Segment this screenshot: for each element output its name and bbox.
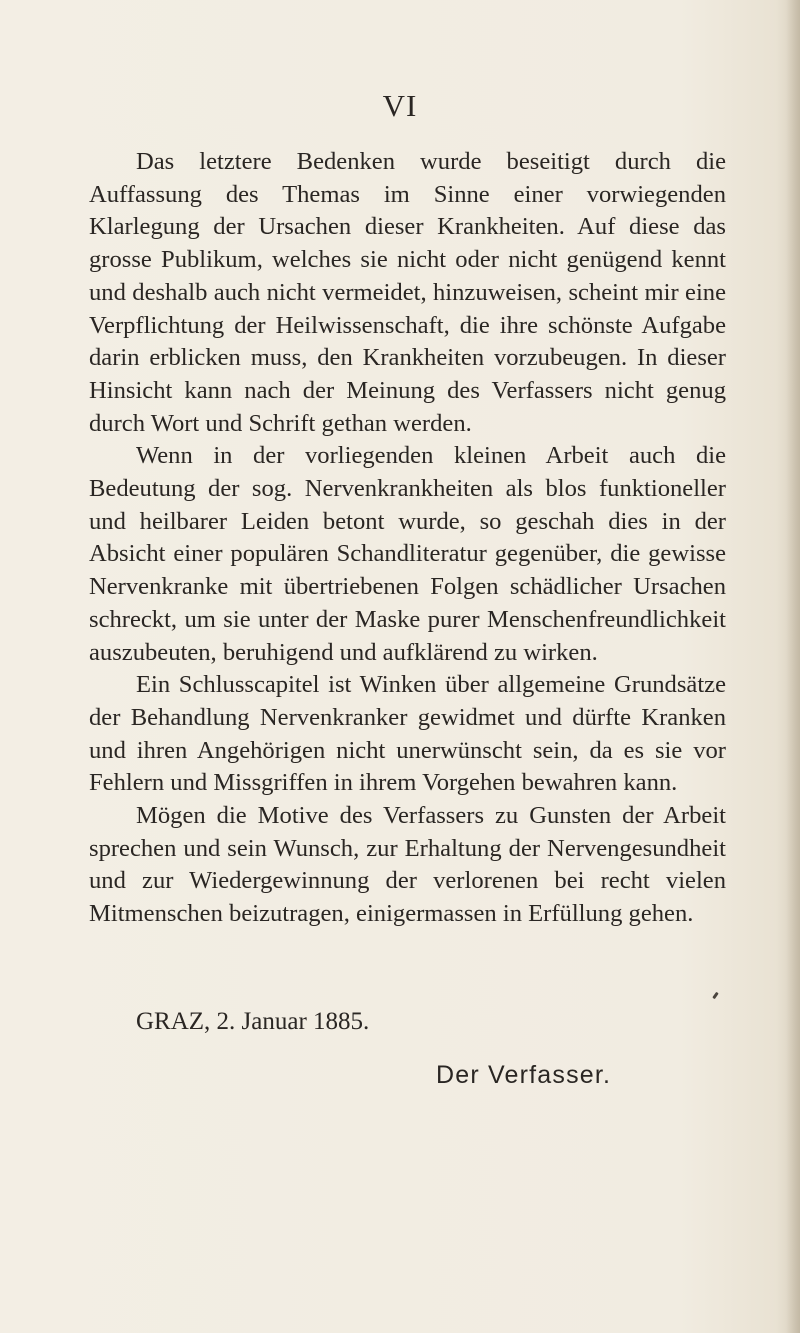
paragraph: Ein Schlusscapitel ist Winken über allgemeine Grundsätze der Behandlung Nervenkranker gewidmet und dürfte Kranken und ihren Angehörigen nicht unerwünscht sein, da es sie vor Fehlern und Missgriffen in ihrem Vorgehen bewahren kann. <box>89 671 726 797</box>
place-and-date: GRAZ, 2. Januar 1885. <box>136 1008 370 1035</box>
page-edge-shadow <box>786 0 800 1333</box>
page-number: VI <box>382 88 418 123</box>
paragraph: Mögen die Motive des Verfassers zu Gunsten der Arbeit sprechen und sein Wunsch, zur Erhaltung der Nervengesundheit und zur Wiedergewinnung der verlorenen bei recht vielen Mitmenschen beizutragen, einigermassen in Erfüllung gehen. <box>89 802 726 928</box>
paragraph: Das letztere Bedenken wurde beseitigt durch die Auffassung des Themas im Sinne einer vorwiegenden Klarlegung der Ursachen dieser Krankheiten. Auf diese das grosse Publikum, welches sie nicht oder nicht genügend kennt und deshalb auch nicht vermeidet, hinzuweisen, scheint mir eine Verpflichtung der Heilwissenschaft, die ihre schönste Aufgabe darin erblicken muss, den Krankheiten vorzubeugen. In dieser Hinsicht kann nach der Meinung des Verfassers nicht genug durch Wort und Schrift gethan werden. <box>89 148 726 437</box>
preface-text <box>89 146 726 931</box>
author-signature: Der Verfasser. <box>436 1061 612 1089</box>
paragraph: Wenn in der vorliegenden kleinen Arbeit auch die Bedeutung der sog. Nervenkrankheiten als blos funktioneller und heilbarer Leiden betont wurde, so geschah dies in der Absicht einer populären Schandliteratur gegenüber, die gewisse Nervenkranke mit übertriebenen Folgen schädlicher Ursachen schreckt, um sie unter der Maske purer Menschenfreundlichkeit auszubeuten, beruhigend und aufklärend zu wirken. <box>89 442 726 666</box>
ink-speck <box>712 992 718 999</box>
